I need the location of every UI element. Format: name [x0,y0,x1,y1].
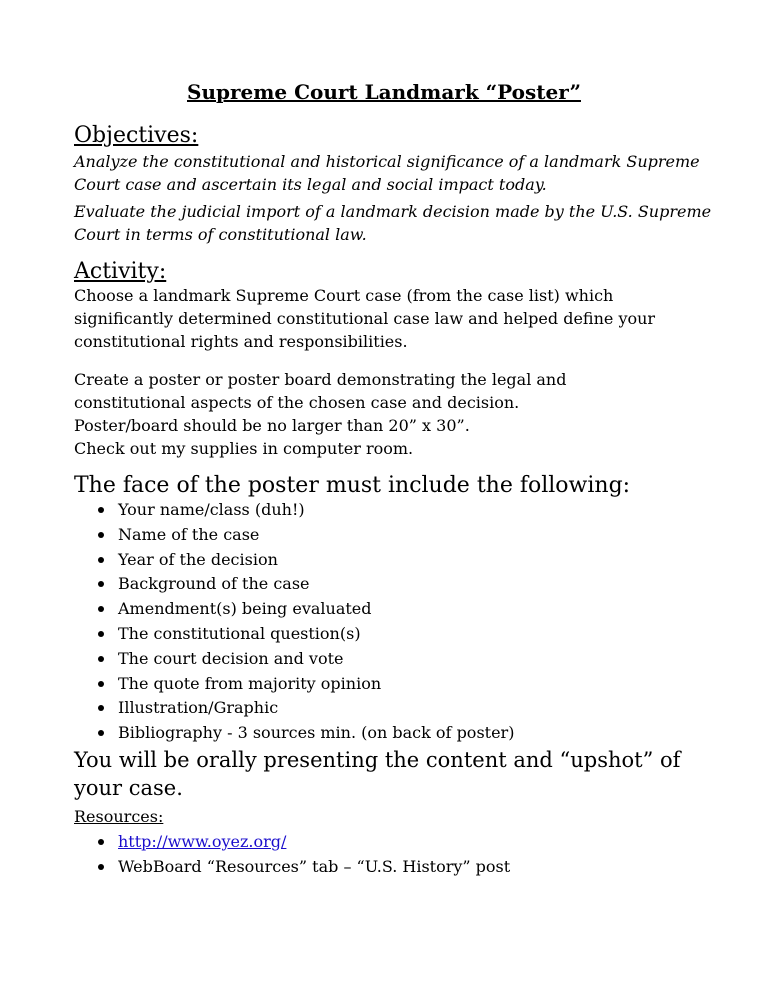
list-item: Year of the decision [74,548,714,573]
list-item: Your name/class (duh!) [74,498,714,523]
bullet-icon [98,705,104,711]
bullet-icon [98,681,104,687]
bullet-icon [98,581,104,587]
list-item: Illustration/Graphic [74,696,714,721]
poster-requirements-heading: The face of the poster must include the following: [74,473,631,498]
activity-line-2: constitutional aspects of the chosen case and decision. [74,393,520,412]
poster-requirements-list [74,498,714,746]
bullet-icon [98,656,104,662]
list-item: The court decision and vote [74,647,714,672]
resources-list [74,830,714,880]
activity-paragraph-1: Choose a landmark Supreme Court case (from the case list) which significantly determined constitutional case law and helped define your constitutional rights and responsibilities. [74,286,656,351]
bullet-icon [98,606,104,612]
page-title: Supreme Court Landmark “Poster” [187,80,581,104]
activity-heading: Activity: [74,259,167,284]
bullet-icon [98,557,104,563]
bullet-icon [98,730,104,736]
objectives-paragraph-1: Analyze the constitutional and historical significance of a landmark Supreme Court case and ascertain its legal and social impact today. [74,152,700,194]
bullet-icon [98,532,104,538]
list-item: Name of the case [74,523,714,548]
objectives-paragraph-2: Evaluate the judicial import of a landmark decision made by the U.S. Supreme Court in terms of constitutional law. [74,202,712,244]
list-item: The constitutional question(s) [74,622,714,647]
objectives-heading: Objectives: [74,123,199,148]
activity-line-3: Poster/board should be no larger than 20” x 30”. [74,416,470,435]
activity-paragraph-2 [74,368,714,460]
list-item: Background of the case [74,572,714,597]
oyez-link[interactable]: http://www.oyez.org/ [118,832,287,851]
list-item [74,855,714,880]
list-item: Bibliography - 3 sources min. (on back of poster) [74,721,714,746]
webboard-resource-text: WebBoard “Resources” tab – “U.S. History” post [118,856,511,876]
activity-line-4: Check out my supplies in computer room. [74,439,414,458]
bullet-icon [98,507,104,513]
closing-statement: You will be orally presenting the content and “upshot” of your case. [74,748,681,800]
list-item: Amendment(s) being evaluated [74,597,714,622]
bullet-icon [98,839,104,845]
list-item: The quote from majority opinion [74,672,714,697]
list-item [74,830,714,855]
bullet-icon [98,864,104,870]
activity-line-1: Create a poster or poster board demonstrating the legal and [74,370,567,389]
resources-heading: Resources: [74,807,164,826]
bullet-icon [98,631,104,637]
